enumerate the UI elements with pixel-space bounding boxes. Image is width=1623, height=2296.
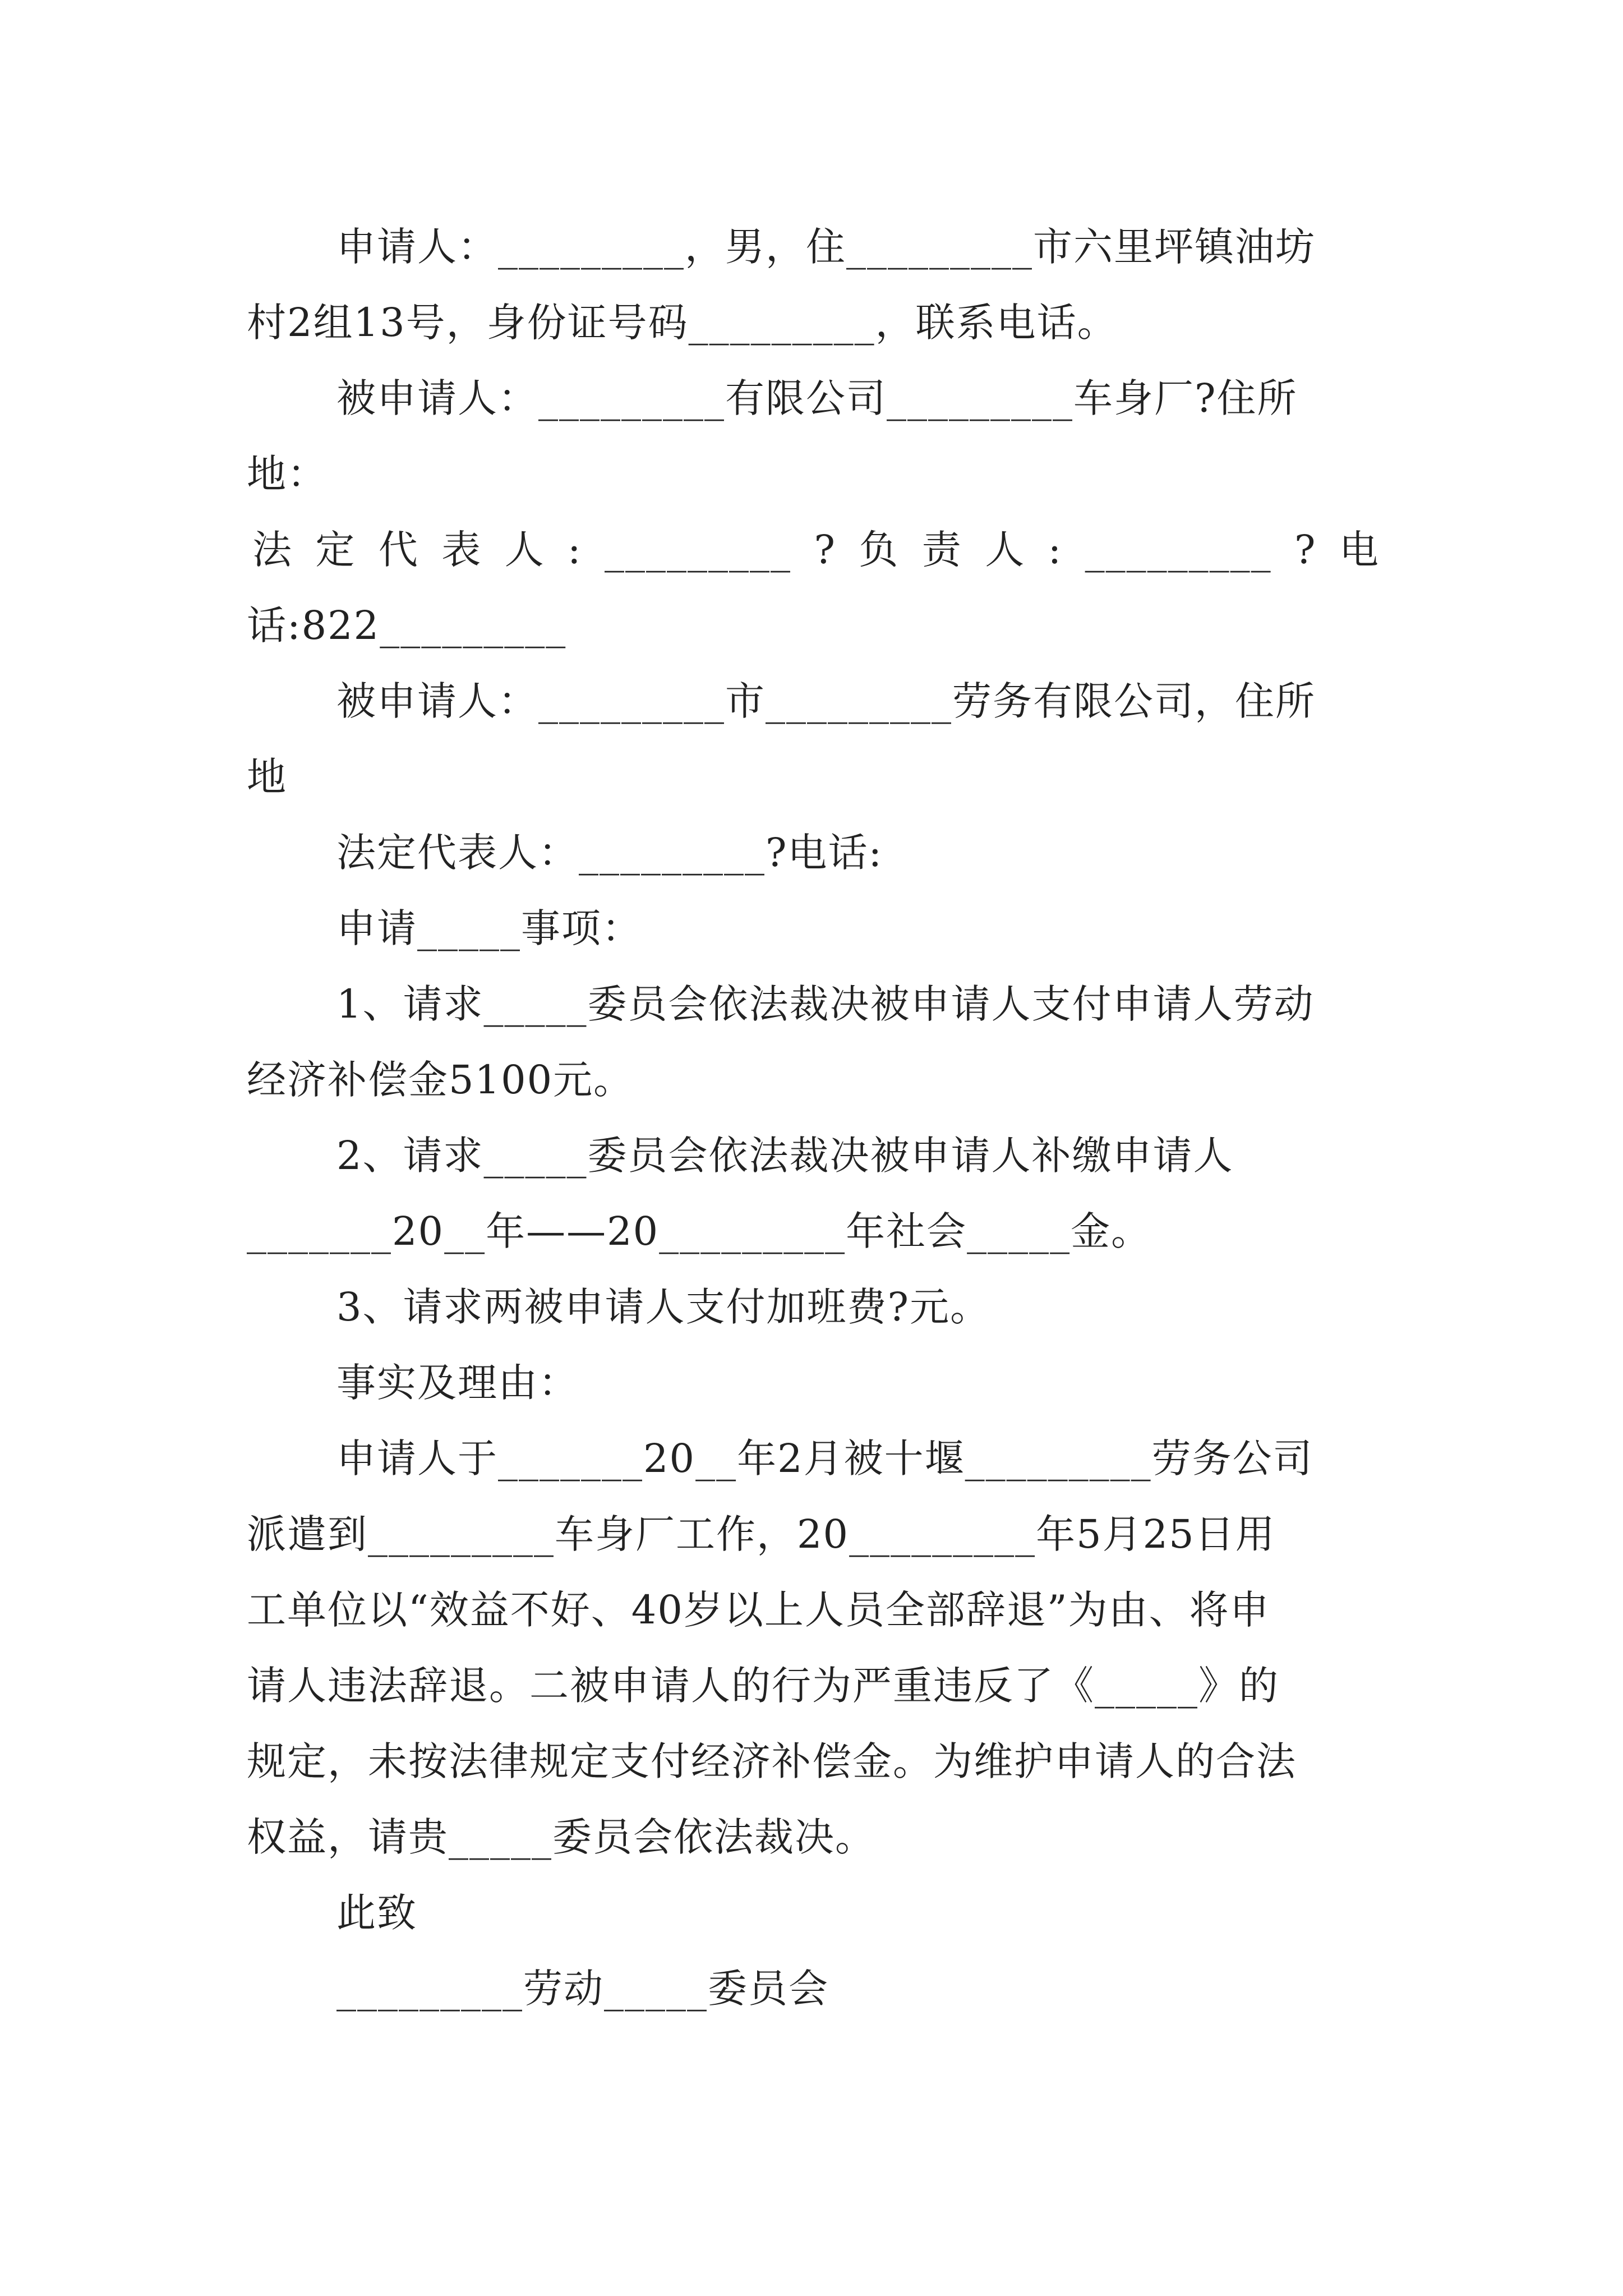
legal-rep-char: 法 xyxy=(252,527,293,573)
line-respondent-2-cont: 地 xyxy=(247,754,287,800)
legal-rep-char: ? xyxy=(1294,527,1317,573)
legal-rep-char: : xyxy=(1048,527,1063,573)
line-applicant: 申请人：_________，男，住_________市六里坪镇油坊 xyxy=(336,224,1316,270)
line-applicant-cont: 村2组13号，身份证号码_________，联系电话。 xyxy=(247,300,1118,346)
line-phone: 话:822_________ xyxy=(247,602,567,648)
legal-rep-char: 表 xyxy=(441,527,482,573)
facts-paragraph-line: 工单位以“效益不好、40岁以上人员全部辞退”为由、将申 xyxy=(247,1587,1270,1633)
legal-rep-char: 电 xyxy=(1339,527,1380,573)
facts-paragraph-line: 权益，请贵_____委员会依法裁决。 xyxy=(247,1814,875,1860)
request-item-3: 3、请求两被申请人支付加班费?元。 xyxy=(336,1284,991,1330)
legal-rep-char: 责 xyxy=(921,527,962,573)
facts-paragraph-line: 申请人于_______20__年2月被十堰_________劳务公司 xyxy=(336,1435,1313,1481)
line-respondent-1-cont: 地： xyxy=(247,451,328,497)
facts-paragraph-line: 派遣到_________车身厂工作，20_________年5月25日用 xyxy=(247,1511,1276,1557)
facts-paragraph-line: 规定，未按法律规定支付经济补偿金。为维护申请人的合法 xyxy=(247,1738,1297,1784)
facts-paragraph-line: 请人违法辞退。二被申请人的行为严重违反了《_____》的 xyxy=(247,1663,1279,1709)
legal-rep-char: : xyxy=(568,527,582,573)
legal-rep-blank: _________ xyxy=(1085,527,1272,573)
legal-rep-char: ? xyxy=(814,527,836,573)
legal-rep-char: 定 xyxy=(315,527,356,573)
addressee: _________劳动_____委员会 xyxy=(336,1966,829,2012)
line-respondent-1: 被申请人：_________有限公司_________车身厂?住所 xyxy=(336,375,1298,421)
request-item-1: 1、请求_____委员会依法裁决被申请人支付申请人劳动 xyxy=(336,981,1315,1027)
legal-rep-char: 代 xyxy=(378,527,419,573)
line-legal-rep-1 xyxy=(252,524,1380,575)
legal-rep-char: 人 xyxy=(504,527,545,573)
section-heading-facts: 事实及理由： xyxy=(336,1360,579,1406)
line-respondent-2: 被申请人：_________市_________劳务有限公司，住所 xyxy=(336,678,1316,724)
legal-rep-char: 负 xyxy=(859,527,900,573)
request-item-1-cont: 经济补偿金5100元。 xyxy=(247,1057,634,1103)
request-item-2: 2、请求_____委员会依法裁决被申请人补缴申请人 xyxy=(336,1133,1234,1179)
legal-rep-blank: _________ xyxy=(605,527,792,573)
legal-rep-char: 人 xyxy=(985,527,1026,573)
request-item-2-cont: _______20__年——20_________年社会_____金。 xyxy=(247,1208,1152,1254)
section-heading-requests: 申请_____事项： xyxy=(336,905,642,951)
line-legal-rep-2: 法定代表人：_________?电话: xyxy=(336,830,883,876)
closing-salutation: 此致 xyxy=(336,1890,417,1936)
